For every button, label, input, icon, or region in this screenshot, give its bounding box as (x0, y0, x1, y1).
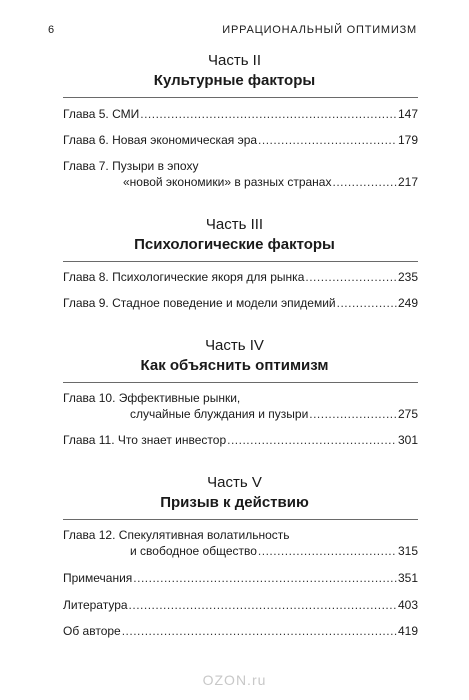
chapter-number: Глава 8. (63, 270, 109, 284)
page-ref: 301 (397, 433, 418, 447)
page-ref: 315 (397, 544, 418, 558)
part-title: Призыв к действию (160, 494, 309, 511)
watermark: OZON.ru (202, 672, 267, 688)
part-label: Часть II (207, 52, 262, 69)
toc-entry[interactable] (63, 406, 418, 422)
toc-entry[interactable] (63, 597, 418, 613)
page-ref: 403 (397, 598, 418, 612)
dot-leader (305, 269, 397, 285)
toc-entry[interactable] (63, 174, 418, 190)
page-ref: 249 (397, 296, 418, 310)
running-head: ИРРАЦИОНАЛЬНЫЙ ОПТИМИЗМ (222, 24, 417, 36)
toc-entry[interactable] (63, 623, 418, 639)
chapter-title: Стадное поведение и модели эпидемий (112, 296, 336, 310)
page-ref: 351 (397, 571, 418, 585)
part-title: Как объяснить оптимизм (140, 357, 329, 374)
back-matter-title: Об авторе (63, 624, 121, 638)
part-title: Культурные факторы (153, 72, 316, 89)
toc-entry[interactable] (63, 543, 418, 559)
part-title: Психологические факторы (134, 236, 335, 253)
divider-rule (63, 519, 418, 520)
chapter-title-continued: «новой экономики» в разных странах (123, 175, 332, 189)
dot-leader (258, 132, 397, 148)
toc-entry-first-line[interactable] (63, 390, 418, 406)
chapter-number: Глава 9. (63, 296, 109, 310)
page-ref: 235 (397, 270, 418, 284)
dot-leader (258, 543, 397, 559)
toc-entry[interactable] (63, 106, 418, 122)
dot-leader (332, 174, 396, 190)
toc-entry-first-line[interactable] (63, 527, 418, 543)
divider-rule (63, 261, 418, 262)
toc-entry[interactable] (63, 432, 418, 448)
chapter-number: Глава 10. (63, 391, 116, 405)
divider-rule (63, 97, 418, 98)
toc-entry[interactable] (63, 269, 418, 285)
toc-entry[interactable] (63, 295, 418, 311)
chapter-title: Эффективные рынки, (118, 391, 241, 405)
chapter-number: Глава 12. (63, 528, 116, 542)
page-ref: 147 (397, 107, 418, 121)
chapter-number: Глава 5. (63, 107, 109, 121)
back-matter-title: Примечания (63, 571, 133, 585)
dot-leader (129, 597, 397, 613)
chapter-number: Глава 6. (63, 133, 109, 147)
chapter-title: Новая экономическая эра (112, 133, 258, 147)
page-ref: 275 (397, 407, 418, 421)
chapter-title: Что знает инвестор (117, 433, 227, 447)
toc-entry-first-line[interactable] (63, 158, 418, 174)
page-ref: 179 (397, 133, 418, 147)
chapter-title: Пузыри в эпоху (112, 159, 199, 173)
divider-rule (63, 382, 418, 383)
chapter-title-continued: случайные блуждания и пузыри (130, 407, 309, 421)
chapter-number: Глава 7. (63, 159, 109, 173)
dot-leader (227, 432, 397, 448)
page-ref: 419 (397, 624, 418, 638)
page-number: 6 (48, 24, 55, 36)
chapter-title-continued: и свободное общество (130, 544, 257, 558)
chapter-title: Спекулятивная волатильность (118, 528, 290, 542)
part-label: Часть III (205, 216, 264, 233)
dot-leader (133, 570, 397, 586)
dot-leader (337, 295, 397, 311)
back-matter-title: Литература (63, 598, 128, 612)
part-label: Часть V (207, 474, 262, 491)
chapter-title: СМИ (112, 107, 140, 121)
page-ref: 217 (397, 175, 418, 189)
dot-leader (309, 406, 397, 422)
toc-entry[interactable] (63, 570, 418, 586)
chapter-title: Психологические якоря для рынка (112, 270, 305, 284)
part-label: Часть IV (205, 337, 264, 354)
dot-leader (122, 623, 397, 639)
chapter-number: Глава 11. (63, 433, 115, 447)
dot-leader (140, 106, 397, 122)
toc-entry[interactable] (63, 132, 418, 148)
